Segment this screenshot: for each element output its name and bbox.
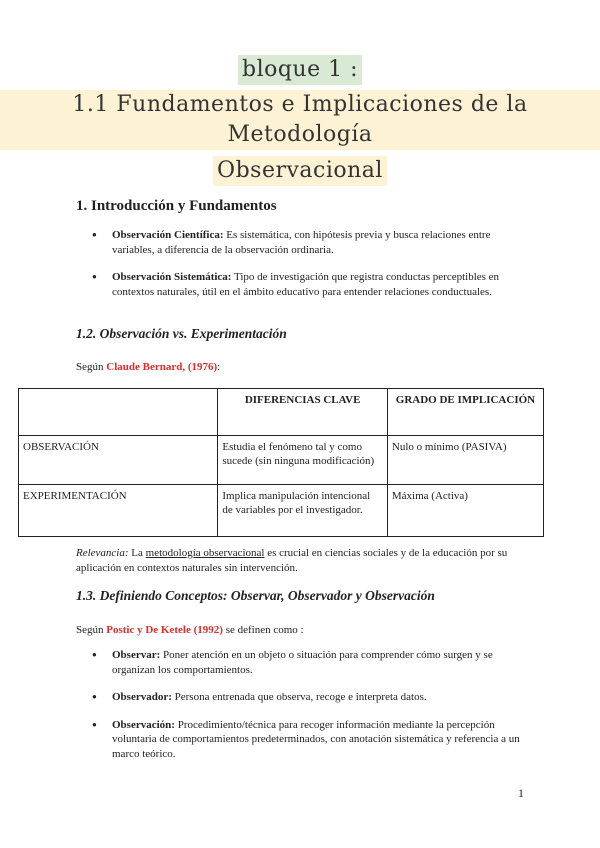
- term: Observación Sistemática:: [112, 271, 232, 283]
- definition: Tipo de investigación que registra conductas perceptibles en contextos naturales, útil en el ámbito educativo para entender relaciones conductuales.: [112, 271, 500, 298]
- section2-heading: 1.2. Observación vs. Experimentación: [76, 326, 287, 341]
- reference-postic: Postic y De Ketele (1992): [106, 624, 223, 636]
- relevance-pre: La: [128, 547, 146, 559]
- section3-list: [90, 648, 530, 774]
- section3-heading: 1.3. Definiendo Conceptos: Observar, Observador y Observación: [76, 588, 435, 603]
- term: Observación:: [112, 718, 175, 731]
- table-cell: Máxima (Activa): [387, 485, 543, 537]
- title-line-3: Observacional: [213, 156, 387, 186]
- table-header-differences: DIFERENCIAS CLAVE: [218, 389, 387, 436]
- table-cell: Nulo o mínimo (PASIVA): [387, 436, 543, 485]
- page-number: 1: [518, 786, 524, 800]
- list-item: [90, 690, 530, 705]
- section3-intro: [76, 623, 536, 638]
- section1-list: [90, 228, 530, 312]
- relevance-note: [76, 546, 536, 575]
- relevance-label: Relevancia:: [76, 547, 129, 559]
- document-title: [0, 54, 600, 191]
- list-item: [90, 270, 530, 299]
- definition: Poner atención en un objeto o situación para comprender cómo surgen y se organizan los comportamientos.: [112, 649, 493, 676]
- table-row: [19, 485, 544, 537]
- definition: Persona entrenada que observa, recoge e interpreta datos.: [171, 691, 427, 703]
- table-cell: OBSERVACIÓN: [19, 436, 218, 485]
- table-row: [19, 436, 544, 485]
- relevance-link: metodología observacional: [145, 547, 265, 559]
- title-line-1: bloque 1 :: [238, 55, 362, 85]
- intro-prefix: Según: [76, 624, 107, 636]
- table-cell: Estudia el fenómeno tal y como sucede (sin ninguna modificación): [218, 436, 387, 485]
- list-item: [90, 718, 530, 762]
- table-header-empty: [19, 389, 218, 436]
- term: Observador:: [112, 691, 172, 703]
- intro-suffix: :: [217, 361, 221, 373]
- definition: Procedimiento/técnica para recoger información mediante la percepción voluntaria de comportamientos predeterminados, con anotación sistemática y referencia a un marco teórico.: [112, 718, 520, 760]
- relevance-post: es crucial en ciencias sociales y de la educación por su aplicación en contextos naturales sin intervención.: [76, 547, 508, 574]
- table-header-implication: GRADO DE IMPLICACIÓN: [387, 389, 543, 436]
- term: Observar:: [112, 649, 161, 661]
- title-line-2: 1.1 Fundamentos e Implicaciones de la Metodología: [0, 90, 600, 150]
- intro-prefix: Según: [76, 361, 107, 373]
- table-header-row: [19, 389, 544, 436]
- term: Observación Científica:: [112, 229, 224, 241]
- section1-heading: 1. Introducción y Fundamentos: [76, 198, 277, 214]
- reference-bernard: Claude Bernard, (1976): [106, 361, 218, 373]
- table-cell: EXPERIMENTACIÓN: [19, 485, 218, 537]
- table-cell: Implica manipulación intencional de variables por el investigador.: [218, 485, 387, 537]
- definition: Es sistemática, con hipótesis previa y busca relaciones entre variables, a diferencia de la observación ordinaria.: [112, 229, 491, 256]
- section2-intro: [76, 360, 536, 375]
- intro-suffix: se definen como :: [222, 624, 304, 636]
- comparison-table: [18, 388, 544, 537]
- list-item: [90, 228, 530, 257]
- list-item: [90, 648, 530, 677]
